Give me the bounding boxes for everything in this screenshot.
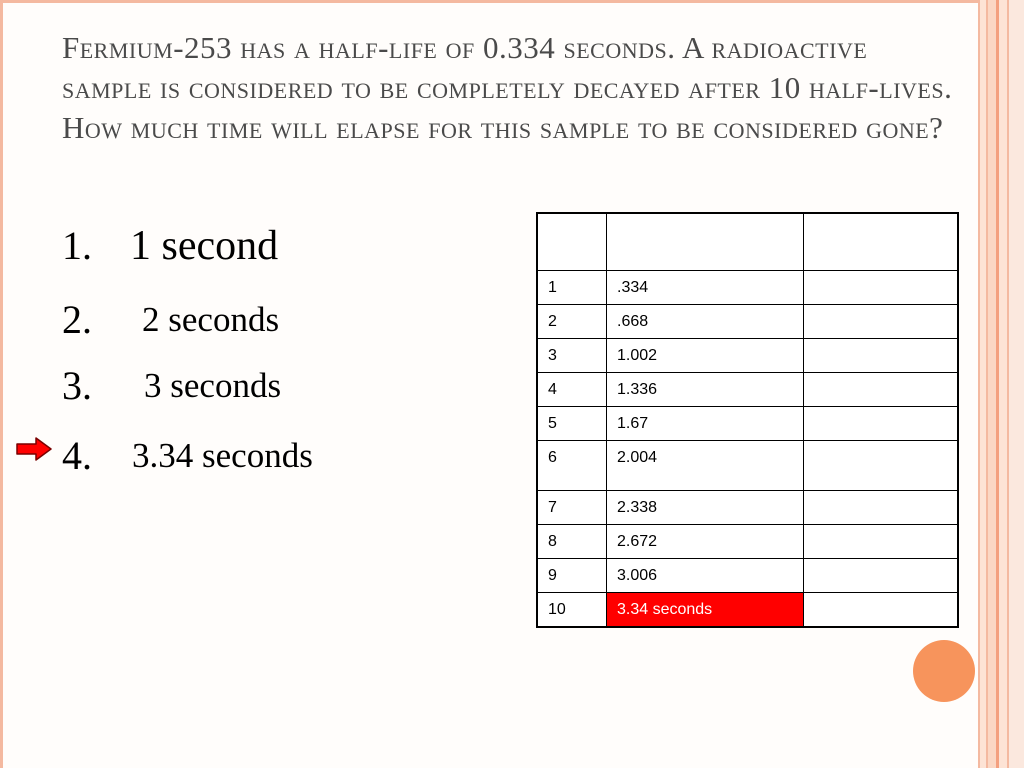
answer-number: 1.: [62, 223, 92, 268]
table-row: [537, 407, 958, 441]
right-arrow-icon: [16, 437, 52, 461]
table-cell: [607, 213, 804, 271]
table-cell: 2.672: [607, 525, 804, 559]
table-cell: .334: [607, 271, 804, 305]
table-cell: [804, 305, 959, 339]
table-cell: 2: [537, 305, 607, 339]
answer-text: 2 seconds: [142, 300, 280, 339]
table-cell: 1: [537, 271, 607, 305]
decorative-circle: [913, 640, 975, 702]
table-cell: 2.338: [607, 491, 804, 525]
table-row: [537, 441, 958, 491]
table-cell: [537, 213, 607, 271]
table-cell: 4: [537, 373, 607, 407]
table-cell: [804, 271, 959, 305]
table-cell: [804, 491, 959, 525]
table-cell: [804, 441, 959, 491]
decorative-stripe: [999, 0, 1007, 768]
table-row: [537, 339, 958, 373]
answer-number: 3.: [62, 363, 92, 408]
answer-text: 3.34 seconds: [132, 436, 313, 475]
highlighted-answer-cell: 3.34 seconds: [607, 593, 804, 628]
half-life-table: [536, 212, 959, 628]
table-cell: 9: [537, 559, 607, 593]
table-cell: 3.006: [607, 559, 804, 593]
table-row: [537, 559, 958, 593]
slide-border-left: [0, 0, 3, 768]
table-cell: [804, 213, 959, 271]
table-row: [537, 373, 958, 407]
table-cell: 10: [537, 593, 607, 628]
table-cell: [804, 559, 959, 593]
table-cell: 1.67: [607, 407, 804, 441]
table-cell: .668: [607, 305, 804, 339]
table-cell: 5: [537, 407, 607, 441]
table-row: [537, 593, 958, 628]
answer-number: 2.: [62, 297, 92, 342]
table-row: [537, 525, 958, 559]
table-cell: 1.336: [607, 373, 804, 407]
table-cell: 7: [537, 491, 607, 525]
table-row: [537, 271, 958, 305]
table-cell: 8: [537, 525, 607, 559]
table-cell: [804, 525, 959, 559]
decorative-stripe: [1009, 0, 1024, 768]
table-cell: 1.002: [607, 339, 804, 373]
table-cell: 6: [537, 441, 607, 491]
table-cell: [804, 339, 959, 373]
table-cell: 2.004: [607, 441, 804, 491]
table-row: [537, 491, 958, 525]
answer-number: 4.: [62, 433, 92, 478]
answer-text: 3 seconds: [144, 366, 282, 405]
table-cell: [804, 593, 959, 628]
table-cell: [804, 407, 959, 441]
answer-text: 1 second: [130, 223, 279, 269]
table-header-row: [537, 213, 958, 271]
table-cell: 3: [537, 339, 607, 373]
decorative-stripe: [988, 0, 996, 768]
table-row: [537, 305, 958, 339]
table-cell: [804, 373, 959, 407]
slide-title: Fermium-253 has a half-life of 0.334 seconds. A radioactive sample is considered to be completely decayed after 10 half-lives. How much time will elapse for this sample to be considered gone?: [62, 30, 953, 145]
slide-border-top: [0, 0, 978, 3]
